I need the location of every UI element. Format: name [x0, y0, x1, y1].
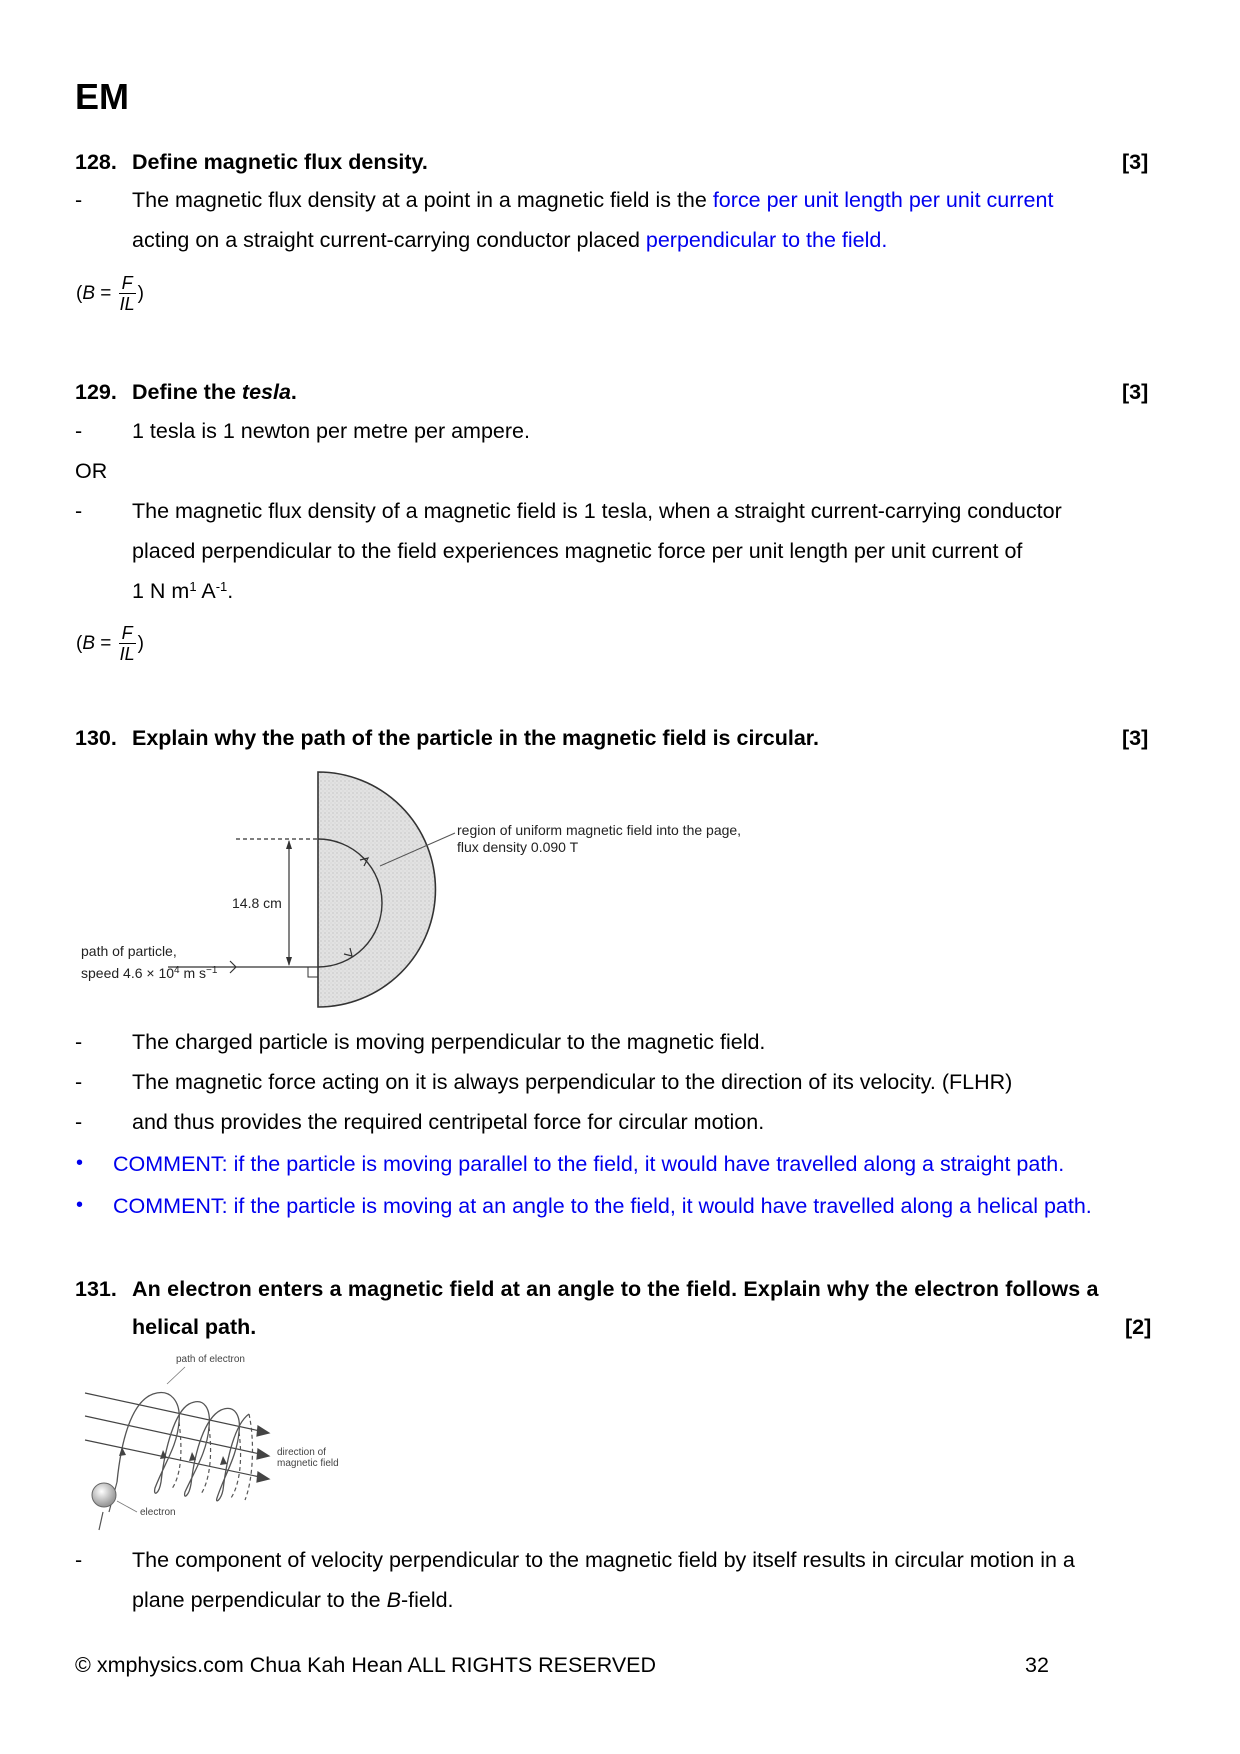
answer-bullet: -: [75, 1110, 83, 1134]
question-title: Define magnetic flux density.: [132, 150, 428, 174]
path-of-particle-label: path of particle,: [81, 943, 177, 959]
formula-denominator: IL: [119, 644, 135, 664]
answer-italic: B: [386, 1588, 401, 1612]
question-title: [132, 380, 297, 405]
marks-badge: [2]: [1125, 1315, 1152, 1339]
comment-bullet-icon: •: [76, 1194, 84, 1216]
answer-line: [132, 188, 1053, 213]
answer-bullet: -: [75, 188, 83, 212]
formula-numerator: F: [119, 274, 136, 294]
answer-line: [132, 1588, 454, 1613]
speed-exponent: 4: [174, 965, 180, 976]
formula-lhs: B: [82, 632, 96, 654]
answer-text: -field.: [400, 1588, 454, 1612]
magnetic-field-diagram: [60, 760, 780, 1020]
answer-line: The magnetic force acting on it is always perpendicular to the direction of its velocity. (FLHR): [132, 1070, 1013, 1094]
marks-badge: [3]: [1122, 726, 1149, 750]
field-direction-label-cont: magnetic field: [277, 1458, 339, 1469]
marks-badge: [3]: [1122, 150, 1149, 174]
title-text: Define the: [132, 380, 242, 404]
question-title: An electron enters a magnetic field at an angle to the field. Explain why the electron follows a: [132, 1277, 1099, 1301]
copyright-footer: © xmphysics.com Chua Kah Hean ALL RIGHTS RESERVED: [75, 1653, 657, 1677]
formula-equals: =: [95, 282, 117, 304]
path-of-electron-label: path of electron: [176, 1354, 245, 1365]
unit-exponent: -1: [215, 579, 228, 594]
electron-label: electron: [140, 1507, 176, 1518]
particle-speed-label: [81, 965, 217, 981]
answer-line: and thus provides the required centripetal force for circular motion.: [132, 1110, 765, 1134]
flux-density-label: flux density 0.090 T: [457, 839, 579, 855]
formula-paren: ): [137, 282, 144, 304]
formula-denominator: IL: [119, 294, 135, 314]
section-title: EM: [75, 76, 129, 117]
question-title: Explain why the path of the particle in the magnetic field is circular.: [132, 726, 819, 750]
speed-exponent: −1: [206, 965, 218, 976]
answer-highlight: perpendicular to the field: [645, 228, 882, 252]
formula-paren: (: [76, 282, 83, 304]
unit-end: .: [227, 579, 234, 603]
helix-icon: [75, 1352, 375, 1537]
answer-line: The charged particle is moving perpendicular to the magnetic field.: [132, 1030, 766, 1054]
title-end: .: [290, 380, 297, 404]
speed-unit: m s: [179, 965, 207, 981]
answer-highlight: force per unit length per unit current: [712, 188, 1054, 212]
field-direction-label: direction of: [277, 1447, 326, 1458]
question-number: 129.: [75, 380, 117, 404]
formula-fraction: [119, 624, 136, 663]
question-number: 131.: [75, 1277, 117, 1301]
answer-line: The component of velocity perpendicular to the magnetic field by itself results in circular motion in a: [132, 1548, 1075, 1572]
unit-text: A: [196, 579, 216, 603]
answer-line-units: [132, 579, 233, 604]
formula-fraction: [119, 274, 136, 313]
answer-line: 1 tesla is 1 newton per metre per ampere.: [132, 419, 530, 443]
formula-b-equals-f-over-il: [76, 624, 144, 663]
question-number: 130.: [75, 726, 117, 750]
unit-exponent: 1: [189, 579, 197, 594]
answer-line: The magnetic flux density of a magnetic field is 1 tesla, when a straight current-carrying conductor: [132, 499, 1062, 523]
answer-text: plane perpendicular to the: [132, 1588, 387, 1612]
answer-line: [132, 228, 887, 253]
formula-lhs: B: [82, 282, 96, 304]
page-number: 32: [1025, 1653, 1049, 1677]
speed-text: speed 4.6 × 10: [81, 965, 175, 981]
unit-text: 1 N m: [132, 579, 190, 603]
or-connector: OR: [75, 459, 108, 483]
comment-bullet-icon: •: [76, 1152, 84, 1174]
formula-numerator: F: [119, 624, 136, 644]
marks-badge: [3]: [1122, 380, 1149, 404]
answer-bullet: -: [75, 1070, 83, 1094]
helical-path-diagram: [75, 1352, 375, 1537]
answer-punctuation: .: [881, 228, 888, 252]
answer-line: placed perpendicular to the field experiences magnetic force per unit length per unit current of: [132, 539, 1023, 563]
answer-text: acting on a straight current-carrying conductor placed: [132, 228, 646, 252]
formula-paren: ): [137, 632, 144, 654]
distance-label: 14.8 cm: [232, 895, 282, 911]
field-region-label: region of uniform magnetic field into the page,: [457, 822, 742, 838]
formula-b-equals-f-over-il: [76, 274, 144, 313]
formula-equals: =: [95, 632, 117, 654]
formula-paren: (: [76, 632, 83, 654]
semicircle-field-icon: [60, 760, 780, 1020]
answer-bullet: -: [75, 1548, 83, 1572]
answer-text: The magnetic flux density at a point in a magnetic field is the: [132, 188, 713, 212]
question-title-cont: helical path.: [132, 1315, 257, 1339]
answer-bullet: -: [75, 419, 83, 443]
answer-bullet: -: [75, 499, 83, 523]
title-italic: tesla: [241, 380, 291, 404]
comment-line: COMMENT: if the particle is moving parallel to the field, it would have travelled along a straight path.: [113, 1152, 1065, 1176]
question-number: 128.: [75, 150, 117, 174]
comment-line: COMMENT: if the particle is moving at an angle to the field, it would have travelled along a helical path.: [113, 1194, 1092, 1218]
answer-bullet: -: [75, 1030, 83, 1054]
